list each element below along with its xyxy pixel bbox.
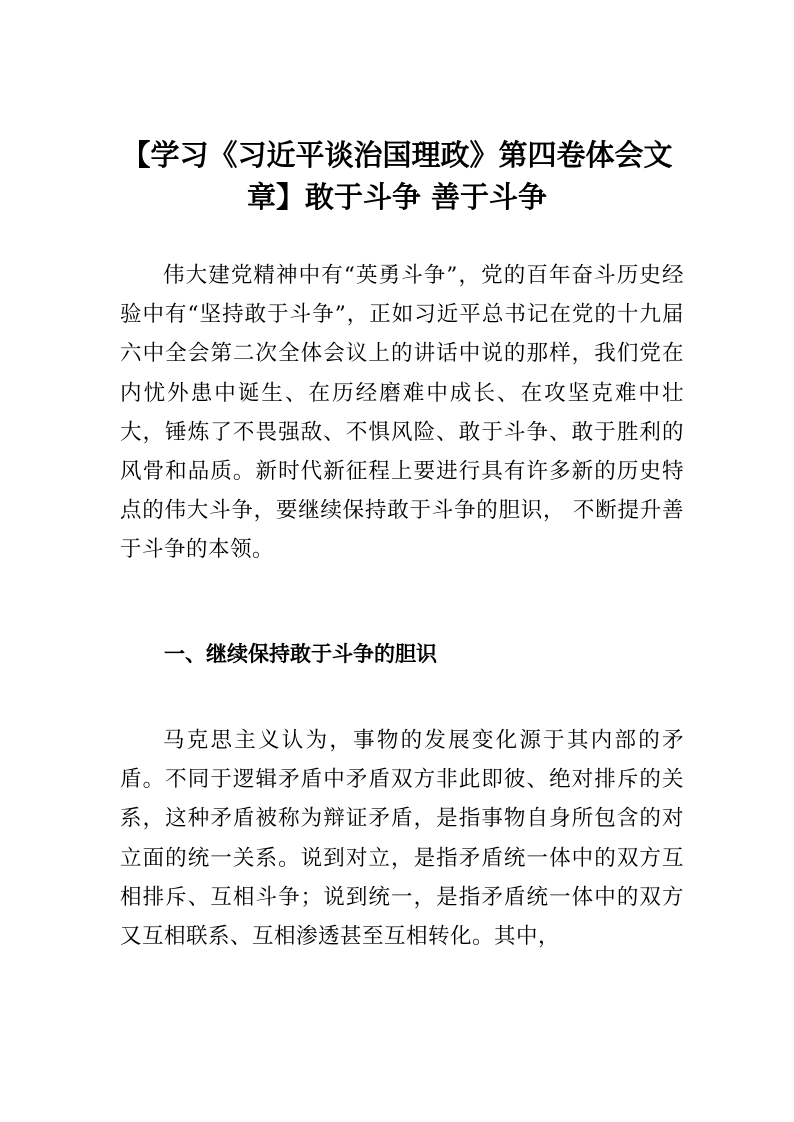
- body-paragraph-1: 伟大建党精神中有“英勇斗争”，党的百年奋斗历史经验中有“坚持敢于斗争”，正如习近平总书记在党的十九届六中全会第二次全体会议上的讲话中说的那样，我们党在内忧外患中诞生、在历经磨难中成长、在攻坚克难中壮大，锤炼了不畏强敌、不惧风险、敢于斗争、敢于胜利的风骨和品质。新时代新征程上要进行具有许多新的历史特点的伟大斗争，要继续保持敢于斗争的胆识， 不断提升善于斗争的本领。: [120, 263, 684, 563]
- section-heading-1: 一、继续保持敢于斗争的胆识: [164, 642, 437, 666]
- document-title: 【学习《习近平谈治国理政》第四卷体会文章】敢于斗争 善于斗争: [121, 138, 673, 214]
- body-paragraph-2: 马克思主义认为，事物的发展变化源于其内部的矛盾。不同于逻辑矛盾中矛盾双方非此即彼、绝对排斥的关系，这种矛盾被称为辩证矛盾，是指事物自身所包含的对立面的统一关系。说到对立，是指矛盾统一体中的双方互相排斥、互相斗争；说到统一，是指矛盾统一体中的双方又互相联系、互相渗透甚至互相转化。其中，: [120, 728, 684, 950]
